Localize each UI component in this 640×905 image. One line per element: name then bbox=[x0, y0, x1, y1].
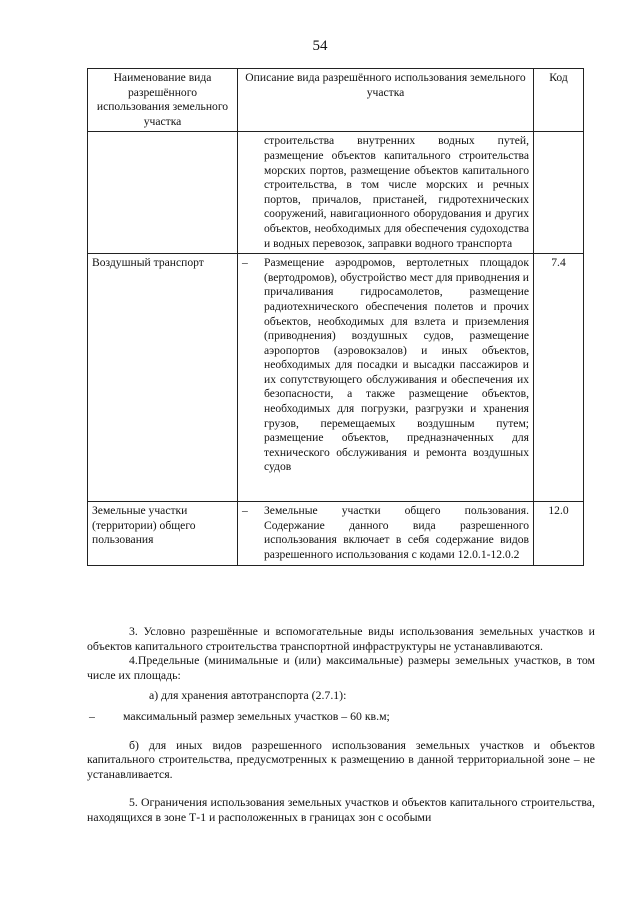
dash-marker: – bbox=[242, 256, 248, 270]
table-row bbox=[88, 132, 584, 254]
row-description: строительства внутренних водных путей, размещение объектов капитального строительства морских портов, размещение объектов капитального строительства, в том числе морских и речных портов, причалов, пристаней, гидротехнических сооружений, навигационного оборудования и других объектов, необходимых для обеспечения судоходства и водных перевозок, заправки водного транспорта bbox=[264, 134, 529, 250]
table-row bbox=[88, 254, 584, 502]
page-number: 54 bbox=[312, 38, 328, 54]
header-use-name: Наименование вида разрешённого использования земельного участка bbox=[88, 69, 238, 132]
dash-marker: – bbox=[89, 708, 95, 723]
paragraph-4a: а) для хранения автотранспорта (2.7.1): bbox=[149, 688, 347, 703]
paragraph-5: 5. Ограничения использования земельных участков и объектов капитального строительства, находящихся в зоне Т-1 и расположенных в границах зон с особыми bbox=[87, 795, 595, 824]
land-use-table bbox=[87, 68, 584, 566]
dash-marker: – bbox=[242, 504, 248, 518]
paragraph-4: 4.Предельные (минимальные и (или) максимальные) размеры земельных участков, в том числе их площадь: bbox=[87, 653, 595, 682]
body-text bbox=[87, 624, 595, 825]
row-description-cell bbox=[238, 254, 534, 502]
header-use-description: Описание вида разрешённого использования земельного участка bbox=[238, 69, 534, 132]
list-item bbox=[87, 709, 595, 724]
row-description: Размещение аэродромов, вертолетных площадок (вертодромов), обустройство мест для приводнения и причаливания гидросамолетов, размещение радиотехнического обеспечения полетов и прочих объектов, необходимых для взлета и приземления (приводнения) воздушных судов, размещение аэропортов (аэровокзалов) и иных объектов, необходимых для посадки и высадки пассажиров и их сопутствующего обслуживания и обеспечения их безопасности, а также размещение объектов, необходимых для погрузки, разгрузки и хранения грузов, перемещаемых воздушным путем; размещение объектов, предназначенных для технического обслуживания и ремонта воздушных судов bbox=[264, 256, 529, 474]
row-code bbox=[534, 132, 584, 254]
paragraph-4b: б) для иных видов разрешенного использования земельных участков и объектов капитального строительства, предусмотренных к размещению в данной территориальной зоне – не устанавливается. bbox=[87, 737, 595, 781]
table-row bbox=[88, 502, 584, 565]
row-description-cell bbox=[238, 132, 534, 254]
header-code: Код bbox=[534, 69, 584, 132]
row-description-cell bbox=[238, 502, 534, 565]
row-use-name bbox=[88, 132, 238, 254]
row-use-name: Земельные участки (территории) общего пользования bbox=[88, 502, 238, 565]
row-description: Земельные участки общего пользования. Содержание данного вида разрешенного использования включает в себя содержание видов разрешенного использования с кодами 12.0.1-12.0.2 bbox=[264, 504, 529, 561]
row-use-name: Воздушный транспорт bbox=[88, 254, 238, 502]
row-code: 7.4 bbox=[534, 254, 584, 502]
paragraph-4a-item: максимальный размер земельных участков – 60 кв.м; bbox=[123, 708, 390, 723]
paragraph-3: 3. Условно разрешённые и вспомогательные виды использования земельных участков и объектов капитального строительства транспортной инфраструктуры не устанавливаются. bbox=[87, 624, 595, 653]
table-header-row bbox=[88, 69, 584, 132]
row-code: 12.0 bbox=[534, 502, 584, 565]
